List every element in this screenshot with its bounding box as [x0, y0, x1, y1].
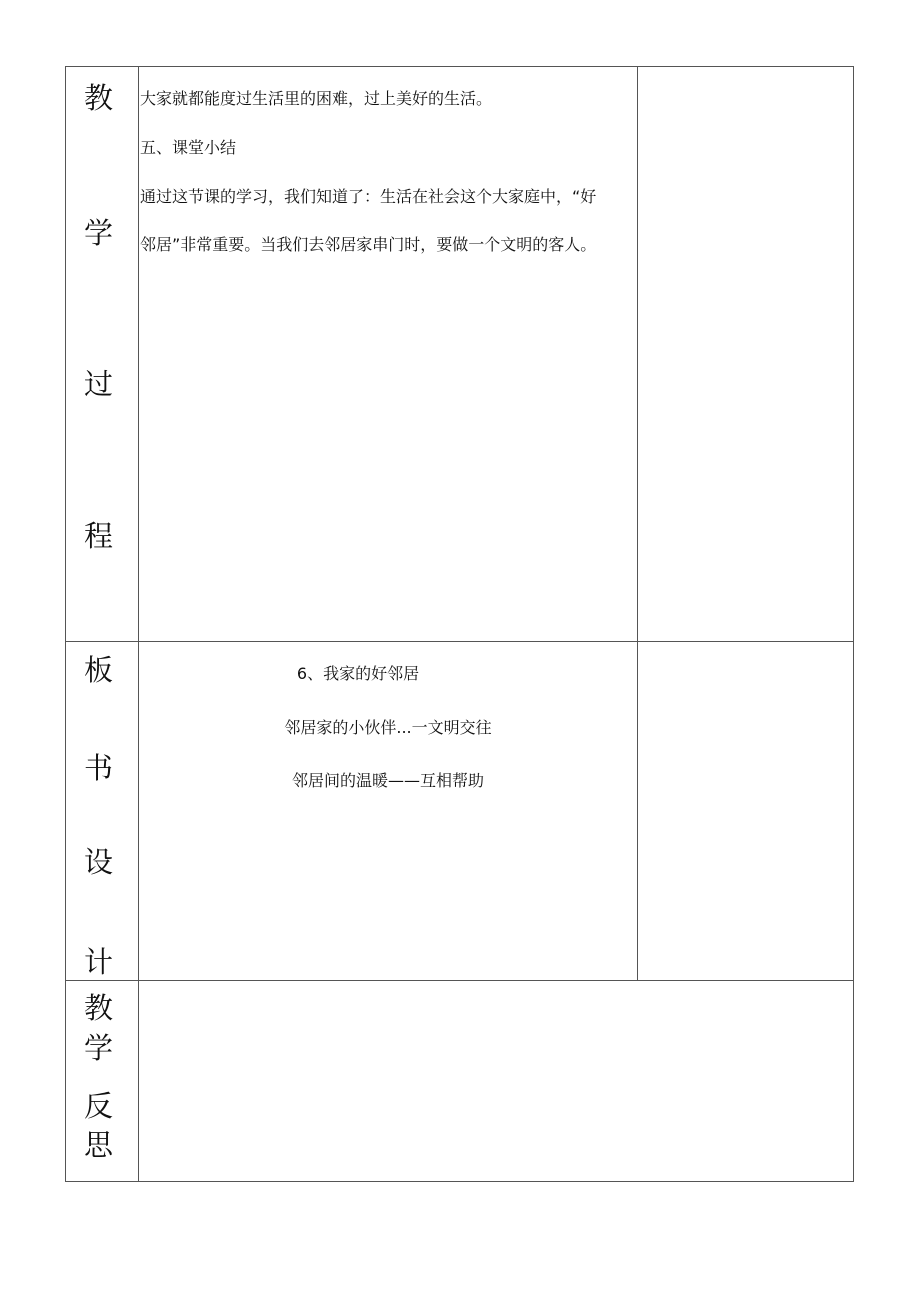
process-label-char: 程: [84, 519, 114, 553]
process-paragraph: 大家就都能度过生活里的困难，过上美好的生活。: [140, 89, 493, 108]
process-paragraph: 通过这节课的学习，我们知道了：生活在社会这个大家庭中，“好: [140, 187, 597, 206]
process-label-char: 教: [84, 81, 114, 115]
table-border-top: [65, 66, 854, 67]
board-line: 邻居间的温暖——互相帮助: [291, 771, 484, 790]
label-column-divider: [138, 66, 139, 1182]
board-label-char: 书: [84, 751, 114, 785]
reflection-label-char: 反: [84, 1089, 114, 1123]
board-title: 6、我家的好邻居: [296, 664, 420, 683]
board-line: 邻居家的小伙伴...一文明交往: [284, 718, 492, 737]
table-border-left: [65, 66, 66, 1182]
board-label-char: 设: [84, 845, 114, 879]
reflection-label-char: 思: [84, 1128, 114, 1162]
reflection-label-char: 教: [84, 991, 114, 1025]
process-label-char: 过: [84, 367, 114, 401]
process-section-heading: 五、课堂小结: [140, 138, 237, 157]
notes-column-divider: [637, 66, 638, 981]
row-divider-process-board: [65, 641, 854, 642]
row-divider-board-reflection: [65, 980, 854, 981]
process-label-char: 学: [84, 216, 114, 250]
process-paragraph: 邻居”非常重要。当我们去邻居家串门时，要做一个文明的客人。: [140, 235, 597, 254]
table-border-right: [853, 66, 854, 1182]
reflection-label-char: 学: [84, 1031, 114, 1065]
board-label-char: 计: [84, 945, 114, 979]
board-label-char: 板: [84, 653, 114, 687]
table-border-bottom: [65, 1181, 854, 1182]
